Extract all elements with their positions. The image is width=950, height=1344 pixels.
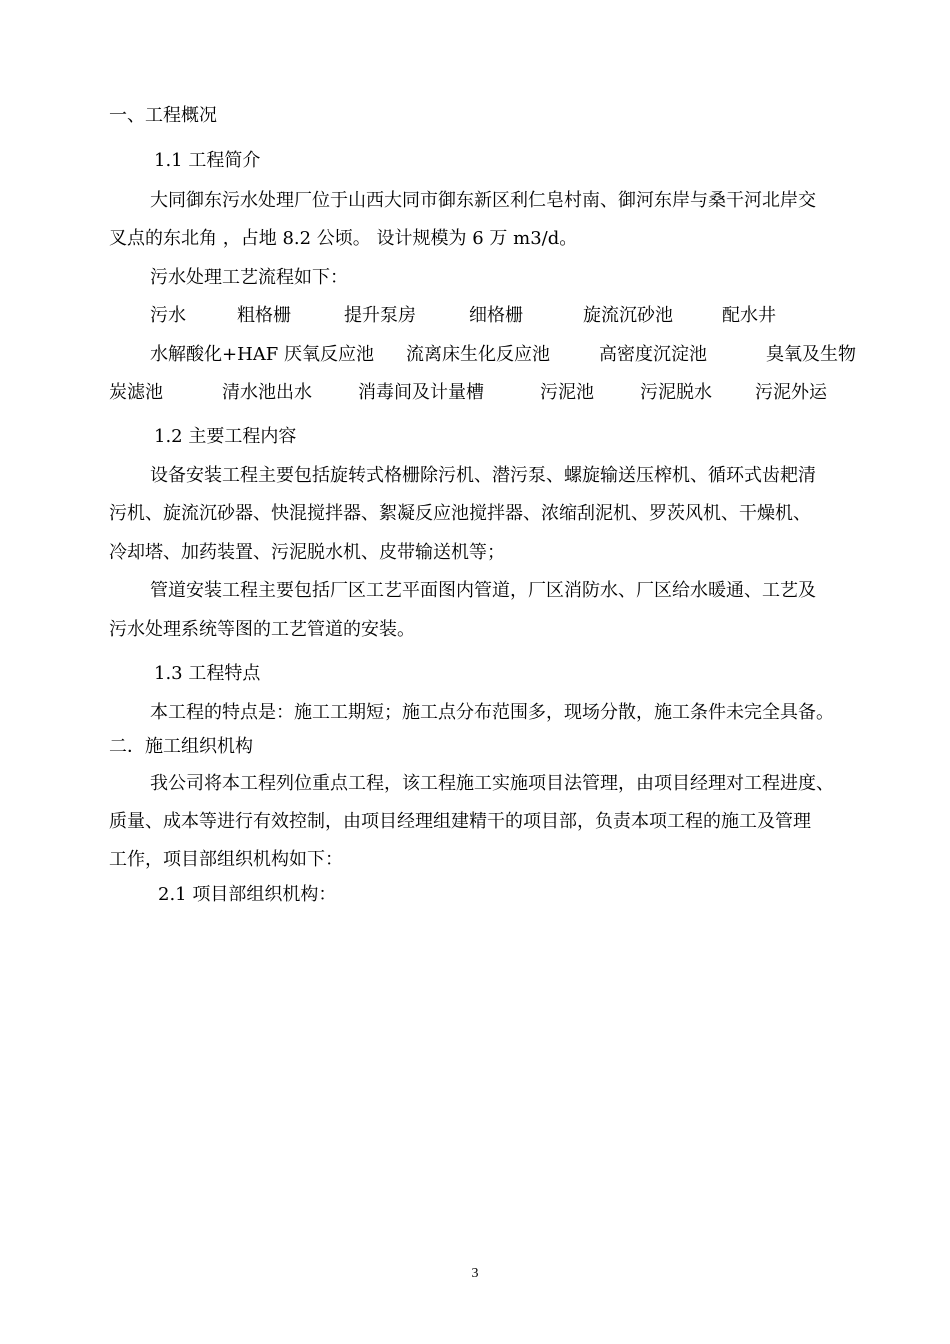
flow-step: 臭氧及生物: [766, 344, 856, 365]
sub3-paragraph: 本工程的特点是：施工工期短；施工点分布范围多，现场分散，施工条件未完全具备。: [150, 702, 834, 723]
flow-step: 污泥脱水: [640, 382, 712, 403]
flow-step: 细格栅: [469, 305, 523, 326]
flow-step: 污水: [150, 305, 186, 326]
flow-step: 污泥池: [540, 382, 594, 403]
flow-step: 旋流沉砂池: [583, 305, 673, 326]
sub2-paragraph-line: 冷却塔、加药装置、污泥脱水机、皮带输送机等；: [109, 542, 505, 563]
sub2-paragraph-line: 污水处理系统等图的工艺管道的安装。: [109, 619, 415, 640]
sub1-paragraph-line: 叉点的东北角 ，占地 8.2 公顷。 设计规模为 6 万 m3/d。: [109, 228, 578, 249]
section2-sub1-heading: 2.1 项目部组织机构：: [158, 884, 337, 905]
flow-step: 高密度沉淀池: [599, 344, 707, 365]
flow-step: 炭滤池: [109, 382, 163, 403]
sub2-paragraph-line: 设备安装工程主要包括旋转式格栅除污机、潜污泵、螺旋输送压榨机、循环式齿耙清: [150, 465, 816, 486]
sub2-paragraph-line: 管道安装工程主要包括厂区工艺平面图内管道，厂区消防水、厂区给水暖通、工艺及: [150, 580, 816, 601]
flow-step: 污泥外运: [755, 382, 827, 403]
page-number: 3: [471, 1266, 479, 1281]
flow-step: 消毒间及计量槽: [358, 382, 484, 403]
section2-paragraph-line: 质量、成本等进行有效控制，由项目经理组建精干的项目部，负责本项工程的施工及管理: [109, 811, 811, 832]
flow-step: 流离床生化反应池: [406, 344, 550, 365]
flow-step: 水解酸化+HAF 厌氧反应池: [150, 344, 374, 365]
flow-step: 清水池出水: [222, 382, 312, 403]
sub2-heading: 1.2 主要工程内容: [154, 426, 297, 447]
section2-paragraph-line: 工作，项目部组织机构如下：: [109, 849, 343, 870]
section1-heading: 一、工程概况: [109, 105, 217, 126]
sub1-paragraph: 污水处理工艺流程如下：: [150, 267, 348, 288]
sub1-paragraph-line: 大同御东污水处理厂位于山西大同市御东新区利仁皂村南、御河东岸与桑干河北岸交: [150, 190, 816, 211]
section2-paragraph-line: 我公司将本工程列位重点工程，该工程施工实施项目法管理，由项目经理对工程进度、: [150, 773, 834, 794]
sub2-paragraph-line: 污机、旋流沉砂器、快混搅拌器、絮凝反应池搅拌器、浓缩刮泥机、罗茨风机、干燥机、: [109, 503, 811, 524]
flow-step: 粗格栅: [237, 305, 291, 326]
sub3-heading: 1.3 工程特点: [154, 663, 261, 684]
flow-step: 提升泵房: [344, 305, 416, 326]
section2-heading: 二．施工组织机构: [109, 736, 253, 757]
sub1-heading: 1.1 工程简介: [154, 150, 261, 171]
flow-step: 配水井: [722, 305, 776, 326]
